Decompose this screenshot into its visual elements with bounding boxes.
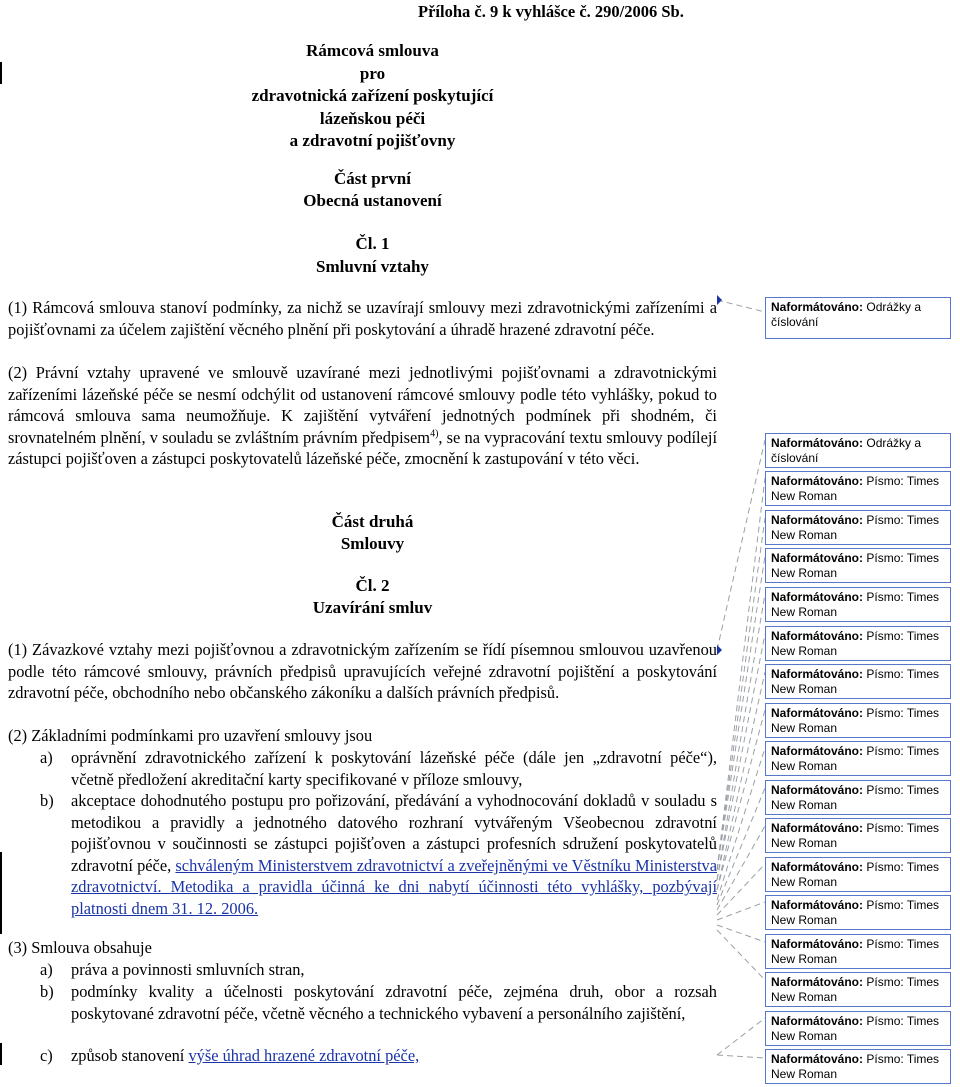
format-balloon[interactable]: [765, 433, 951, 468]
balloon-label: Naformátováno:: [771, 706, 864, 720]
balloon-text: Písmo: Times New Roman: [771, 706, 940, 735]
balloon-label: Naformátováno:: [771, 821, 864, 835]
format-balloon[interactable]: [765, 1011, 951, 1046]
art2-p3-item-b: podmínky kvality a účelnosti poskytování zdravotní péče, zejména druh, obor a rozsah poskytované zdravotní péče, včetně věcného a technického vybavení a personálního zajištění,: [71, 982, 717, 1023]
leader-line: [717, 925, 765, 942]
format-balloon[interactable]: [765, 972, 951, 1007]
art2-paragraph-2: (2) Základními podmínkami pro uzavření smlouvy jsou: [8, 726, 373, 745]
balloon-text: Písmo: Times New Roman: [771, 1014, 940, 1043]
balloon-text: Písmo: Times New Roman: [771, 590, 940, 619]
format-balloon[interactable]: [765, 818, 951, 853]
part1-subtitle: Obecná ustanovení: [303, 191, 442, 210]
balloon-text: Odrážky a číslování: [771, 300, 922, 329]
balloon-label: Naformátováno:: [771, 629, 864, 643]
title-line: a zdravotní pojišťovny: [289, 131, 456, 150]
balloon-label: Naformátováno:: [771, 1052, 864, 1066]
leader-line: [717, 300, 765, 312]
balloon-label: Naformátováno:: [771, 744, 864, 758]
leader-line: [717, 440, 765, 650]
list-label: c): [40, 1046, 53, 1065]
format-balloon[interactable]: [765, 1049, 951, 1084]
balloon-text: Odrážky a číslování: [771, 436, 922, 465]
balloon-label: Naformátováno:: [771, 783, 864, 797]
list-label: b): [40, 982, 54, 1001]
format-balloon[interactable]: [765, 857, 951, 892]
balloon-label: Naformátováno:: [771, 1014, 864, 1028]
balloon-text: Písmo: Times New Roman: [771, 975, 940, 1004]
format-balloon[interactable]: [765, 664, 951, 699]
format-balloon[interactable]: [765, 297, 951, 339]
leader-line: [717, 1018, 765, 1055]
part2-subtitle: Smlouvy: [340, 534, 405, 553]
leader-line: [717, 788, 765, 905]
format-balloon[interactable]: [765, 934, 951, 969]
item-b-text: akceptace dohodnutého postupu pro pořizování, předávání a vyhodnocování dokladů v souladu s metodikou a pravidly a jednotného datového rozhraní vytvářeným Všeobecnou zdravotní pojišťovnou v součinnosti se zástupci pojišťoven a zástupci profesních sdružení poskytovatelů zdravotní péče,: [71, 791, 717, 875]
list-label: b): [40, 791, 54, 810]
list-label: a): [40, 960, 53, 979]
format-balloon[interactable]: [765, 780, 951, 815]
leader-line: [717, 518, 765, 870]
art1-heading: Čl. 1: [355, 234, 390, 253]
balloon-label: Naformátováno:: [771, 551, 864, 565]
balloon-text: Písmo: Times New Roman: [771, 551, 940, 580]
part2-heading: Část druhá: [331, 512, 414, 531]
balloon-label: Naformátováno:: [771, 300, 864, 314]
balloon-label: Naformátováno:: [771, 975, 864, 989]
art1-paragraph-1: (1) Rámcová smlouva stanoví podmínky, za nichž se uzavírají smlouvy mezi zdravotnickými zařízeními a pojišťovnami za účelem zajištění věcného plnění při poskytování a úhradě hrazené zdravotní péče.: [8, 298, 717, 339]
format-balloon[interactable]: [765, 741, 951, 776]
art2-subtitle: Uzavírání smluv: [312, 598, 433, 617]
item-c-text: způsob stanovení: [71, 1046, 185, 1065]
title-line: Rámcová smlouva: [306, 41, 439, 60]
balloon-text: Písmo: Times New Roman: [771, 667, 940, 696]
leader-line: [717, 672, 765, 890]
balloon-label: Naformátováno:: [771, 436, 864, 450]
art2-p3-item-a: práva a povinnosti smluvních stran,: [71, 960, 305, 979]
art2-paragraph-3: (3) Smlouva obsahuje: [8, 938, 152, 957]
anchor-marker: [717, 645, 722, 655]
balloon-text: Písmo: Times New Roman: [771, 513, 940, 542]
balloon-label: Naformátováno:: [771, 667, 864, 681]
balloon-label: Naformátováno:: [771, 937, 864, 951]
art2-paragraph-1: (1) Závazkové vztahy mezi pojišťovnou a zdravotnickým zařízením se řídí písemnou smlouvou uzavřenou podle této rámcové smlouvy, právních předpisů upravujících veřejné zdravotní pojištění a poskytování zdravotní péče, obchodního nebo občanského zákoníku a dalších právních předpisů.: [8, 640, 717, 703]
art1-p2-text: (2) Právní vztahy upravené ve smlouvě uzavírané mezi jednotlivými pojišťovnami a zdravotnickými zařízeními lázeňské péče se nesmí odchýlit od ustanovení rámcové smlouvy podle této vyhlášky, pokud to rámcová smlouva sama neumožňuje. K zajištění vytváření jednotných podmínek při shodném, či srovnatelném plnění, v souladu se zvláštním právním předpisem: [8, 363, 717, 447]
balloon-label: Naformátováno:: [771, 474, 864, 488]
balloon-text: Písmo: Times New Roman: [771, 860, 940, 889]
leader-line: [717, 902, 765, 920]
art2-heading: Čl. 2: [355, 576, 390, 595]
inserted-text: schváleným Ministerstvem zdravotnictví a zveřejněnými ve Věstníku Ministerstva zdravotnictví. Metodika a pravidla účinná ke dni nabytí účinnosti této vyhlášky, pozbývají platnosti dnem 31. 12. 2006.: [71, 855, 717, 918]
leader-line: [717, 930, 765, 980]
balloon-text: Písmo: Times New Roman: [771, 783, 940, 812]
balloon-label: Naformátováno:: [771, 513, 864, 527]
format-balloon[interactable]: [765, 587, 951, 622]
balloon-text: Písmo: Times New Roman: [771, 937, 940, 966]
balloon-text: Písmo: Times New Roman: [771, 744, 940, 773]
title-line: zdravotnická zařízení poskytující: [251, 86, 494, 105]
balloon-text: Písmo: Times New Roman: [771, 629, 940, 658]
inserted-text: výše úhrad hrazené zdravotní péče,: [188, 1046, 420, 1065]
balloon-text: Písmo: Times New Roman: [771, 1052, 940, 1081]
format-balloon[interactable]: [765, 703, 951, 738]
leader-line: [717, 594, 765, 880]
format-balloon[interactable]: [765, 471, 951, 506]
balloon-label: Naformátováno:: [771, 898, 864, 912]
annex-reference: Příloha č. 9 k vyhlášce č. 290/2006 Sb.: [418, 2, 684, 21]
part1-heading: Část první: [334, 169, 411, 188]
title-line: pro: [359, 63, 386, 83]
list-label: a): [40, 748, 53, 767]
balloon-text: Písmo: Times New Roman: [771, 821, 940, 850]
leader-line: [717, 748, 765, 900]
art2-p2-item-a: oprávnění zdravotnického zařízení k poskytování lázeňské péče (dále jen „zdravotní péče“), včetně předložení akreditační karty specifikované v příloze smlouvy,: [71, 748, 717, 789]
format-balloon[interactable]: [765, 548, 951, 583]
leader-line: [717, 864, 765, 915]
art1-subtitle: Smluvní vztahy: [316, 257, 429, 276]
footnote-ref: 4): [430, 428, 439, 440]
art1-p2-text-end: , se na vypracování textu smlouvy podílejí zástupci pojišťoven a zástupci poskytovatelů lázeňské péče, zmocnění k zastupování v této věci.: [8, 427, 717, 469]
balloon-text: Písmo: Times New Roman: [771, 474, 940, 503]
leader-line: [717, 1055, 765, 1058]
leader-line: [717, 478, 765, 870]
balloon-label: Naformátováno:: [771, 860, 864, 874]
anchor-marker: [717, 295, 722, 305]
balloon-text: Písmo: Times New Roman: [771, 898, 940, 927]
format-balloon[interactable]: [765, 626, 951, 661]
format-balloon[interactable]: [765, 895, 951, 930]
title-line: lázeňskou péči: [319, 108, 426, 128]
balloon-label: Naformátováno:: [771, 590, 864, 604]
format-balloon[interactable]: [765, 510, 951, 545]
